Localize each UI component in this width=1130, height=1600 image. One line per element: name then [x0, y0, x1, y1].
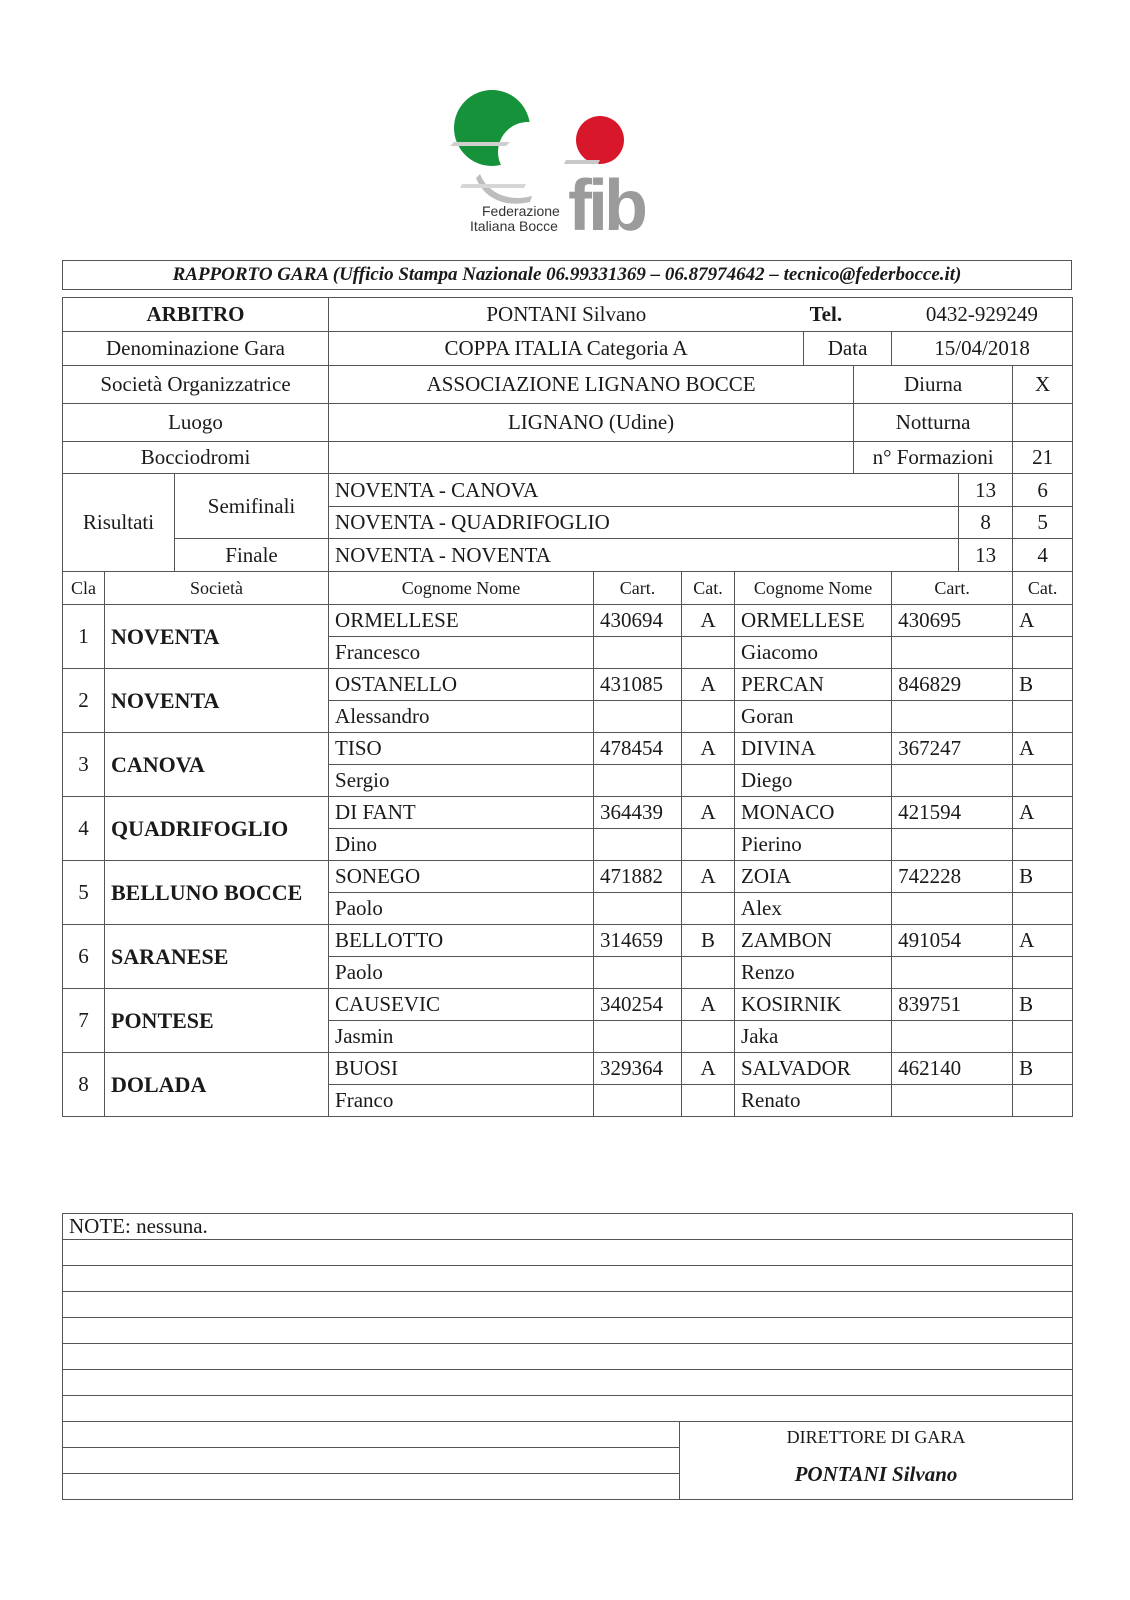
player1-card: 471882	[594, 861, 682, 893]
ranking-row	[63, 925, 1073, 957]
player1-card: 340254	[594, 989, 682, 1021]
director-box	[680, 1422, 1073, 1500]
player2-card-empty	[892, 1085, 1013, 1117]
logo-line2: Italiana Bocce	[470, 218, 558, 234]
ranking-position: 4	[63, 797, 105, 861]
ranking-row	[63, 989, 1073, 1021]
player1-surname: ORMELLESE	[329, 605, 594, 637]
tel-value: 0432-929249	[892, 298, 1073, 332]
bocciodromi-label: Bocciodromi	[63, 442, 329, 474]
ranking-header-row	[63, 572, 1073, 605]
player2-card-empty	[892, 829, 1013, 861]
player1-card: 364439	[594, 797, 682, 829]
player2-card: 421594	[892, 797, 1013, 829]
header-cart-1: Cart.	[594, 572, 682, 605]
player2-cat: A	[1013, 797, 1073, 829]
player2-cat-empty	[1013, 701, 1073, 733]
player2-surname: SALVADOR	[735, 1053, 892, 1085]
player1-card-empty	[594, 701, 682, 733]
player2-card-empty	[892, 765, 1013, 797]
player1-card-empty	[594, 1021, 682, 1053]
player1-card: 478454	[594, 733, 682, 765]
fib-logo	[440, 84, 700, 244]
player2-surname: ORMELLESE	[735, 605, 892, 637]
player2-card-empty	[892, 893, 1013, 925]
player2-surname: MONACO	[735, 797, 892, 829]
match-teams: NOVENTA - QUADRIFOGLIO	[329, 507, 959, 539]
player2-card: 846829	[892, 669, 1013, 701]
ranking-row	[63, 669, 1073, 701]
bocciodromi-row	[63, 442, 1073, 474]
arbitro-row	[63, 298, 1073, 332]
note-row	[63, 1370, 1073, 1396]
player2-name: Goran	[735, 701, 892, 733]
ranking-position: 1	[63, 605, 105, 669]
header-cla: Cla	[63, 572, 105, 605]
player1-cat: A	[682, 861, 735, 893]
match-teams: NOVENTA - CANOVA	[329, 474, 959, 507]
match-score-2: 4	[1013, 539, 1073, 572]
player2-name: Giacomo	[735, 637, 892, 669]
luogo-row	[63, 404, 1073, 442]
diurna-label: Diurna	[854, 366, 1013, 404]
player1-surname: OSTANELLO	[329, 669, 594, 701]
player1-card: 431085	[594, 669, 682, 701]
player2-cat-empty	[1013, 829, 1073, 861]
player2-cat-empty	[1013, 637, 1073, 669]
logo-red-disc	[576, 116, 624, 164]
player1-surname: BELLOTTO	[329, 925, 594, 957]
notes-table	[62, 1213, 1073, 1500]
arbitro-label: ARBITRO	[63, 298, 329, 332]
player1-card-empty	[594, 765, 682, 797]
player2-card-empty	[892, 701, 1013, 733]
player2-cat: A	[1013, 605, 1073, 637]
player1-cat-empty	[682, 765, 735, 797]
societa-label: Società Organizzatrice	[63, 366, 329, 404]
ranking-team: SARANESE	[105, 925, 329, 989]
player1-card-empty	[594, 957, 682, 989]
semifinale-row	[63, 474, 1073, 507]
player1-name: Sergio	[329, 765, 594, 797]
header-societa: Società	[105, 572, 329, 605]
player2-card: 491054	[892, 925, 1013, 957]
player2-name: Alex	[735, 893, 892, 925]
note-row	[63, 1240, 1073, 1266]
player2-cat: B	[1013, 669, 1073, 701]
player1-surname: BUOSI	[329, 1053, 594, 1085]
player1-cat: A	[682, 989, 735, 1021]
ranking-team: QUADRIFOGLIO	[105, 797, 329, 861]
report-table	[62, 297, 1073, 1117]
diurna-value: X	[1013, 366, 1073, 404]
player1-card-empty	[594, 829, 682, 861]
player2-card: 839751	[892, 989, 1013, 1021]
match-score-1: 13	[959, 474, 1013, 507]
player1-card-empty	[594, 893, 682, 925]
note-row	[63, 1318, 1073, 1344]
ranking-row	[63, 605, 1073, 637]
player2-card-empty	[892, 637, 1013, 669]
player2-card: 367247	[892, 733, 1013, 765]
player2-card: 462140	[892, 1053, 1013, 1085]
ranking-row	[63, 1053, 1073, 1085]
player2-name: Diego	[735, 765, 892, 797]
player1-cat-empty	[682, 637, 735, 669]
header-nome-1: Cognome Nome	[329, 572, 594, 605]
player1-cat-empty	[682, 829, 735, 861]
notturna-value	[1013, 404, 1073, 442]
player1-cat-empty	[682, 893, 735, 925]
report-banner: RAPPORTO GARA (Ufficio Stampa Nazionale 06.99331369 – 06.87974642 – tecnico@federbocce.it)	[62, 260, 1072, 290]
player2-cat: A	[1013, 733, 1073, 765]
player1-name: Dino	[329, 829, 594, 861]
player2-cat-empty	[1013, 1021, 1073, 1053]
finale-label: Finale	[175, 539, 329, 572]
note-row	[63, 1422, 1073, 1448]
player1-card-empty	[594, 637, 682, 669]
player1-cat: B	[682, 925, 735, 957]
note-row	[63, 1292, 1073, 1318]
match-score-2: 5	[1013, 507, 1073, 539]
ranking-team: NOVENTA	[105, 605, 329, 669]
player1-surname: DI FANT	[329, 797, 594, 829]
logo-line1: Federazione	[482, 203, 560, 219]
luogo-value: LIGNANO (Udine)	[329, 404, 854, 442]
ranking-position: 6	[63, 925, 105, 989]
header-cat-2: Cat.	[1013, 572, 1073, 605]
bocciodromi-value	[329, 442, 854, 474]
player2-cat-empty	[1013, 765, 1073, 797]
player2-name: Jaka	[735, 1021, 892, 1053]
ranking-row	[63, 733, 1073, 765]
player1-cat-empty	[682, 1021, 735, 1053]
player2-surname: PERCAN	[735, 669, 892, 701]
luogo-label: Luogo	[63, 404, 329, 442]
player2-cat-empty	[1013, 1085, 1073, 1117]
ranking-team: CANOVA	[105, 733, 329, 797]
ranking-row	[63, 797, 1073, 829]
player1-name: Paolo	[329, 893, 594, 925]
ranking-position: 5	[63, 861, 105, 925]
player1-cat-empty	[682, 957, 735, 989]
header-cat-1: Cat.	[682, 572, 735, 605]
player1-cat: A	[682, 797, 735, 829]
ranking-body	[63, 605, 1073, 1117]
player1-cat: A	[682, 605, 735, 637]
player2-surname: ZAMBON	[735, 925, 892, 957]
data-label: Data	[804, 332, 892, 366]
player2-cat: A	[1013, 925, 1073, 957]
player1-name: Jasmin	[329, 1021, 594, 1053]
ranking-position: 3	[63, 733, 105, 797]
header-nome-2: Cognome Nome	[735, 572, 892, 605]
formazioni-value: 21	[1013, 442, 1073, 474]
note-row	[63, 1344, 1073, 1370]
note-text: NOTE: nessuna.	[63, 1214, 1073, 1240]
player1-name: Francesco	[329, 637, 594, 669]
player1-cat: A	[682, 733, 735, 765]
gara-label: Denominazione Gara	[63, 332, 329, 366]
player2-cat: B	[1013, 989, 1073, 1021]
player2-card: 430695	[892, 605, 1013, 637]
ranking-team: PONTESE	[105, 989, 329, 1053]
ranking-team: NOVENTA	[105, 669, 329, 733]
player2-card-empty	[892, 957, 1013, 989]
player1-name: Paolo	[329, 957, 594, 989]
player2-cat: B	[1013, 1053, 1073, 1085]
player1-surname: TISO	[329, 733, 594, 765]
director-name: PONTANI Silvano	[794, 1462, 958, 1486]
match-score-2: 6	[1013, 474, 1073, 507]
match-score-1: 13	[959, 539, 1013, 572]
societa-value: ASSOCIAZIONE LIGNANO BOCCE	[329, 366, 854, 404]
player1-card-empty	[594, 1085, 682, 1117]
semifinali-label: Semifinali	[175, 474, 329, 539]
player1-card: 314659	[594, 925, 682, 957]
player2-surname: KOSIRNIK	[735, 989, 892, 1021]
ranking-position: 2	[63, 669, 105, 733]
logo-brand: fib	[568, 166, 644, 244]
player2-name: Renzo	[735, 957, 892, 989]
header-cart-2: Cart.	[892, 572, 1013, 605]
arbitro-value: PONTANI Silvano	[329, 298, 804, 332]
player1-card: 430694	[594, 605, 682, 637]
player2-cat-empty	[1013, 957, 1073, 989]
note-row	[63, 1266, 1073, 1292]
player2-surname: DIVINA	[735, 733, 892, 765]
director-title: DIRETTORE DI GARA	[786, 1427, 966, 1447]
player1-surname: SONEGO	[329, 861, 594, 893]
match-score-1: 8	[959, 507, 1013, 539]
player1-cat: A	[682, 669, 735, 701]
player1-cat-empty	[682, 701, 735, 733]
ranking-team: BELLUNO BOCCE	[105, 861, 329, 925]
ranking-position: 8	[63, 1053, 105, 1117]
player2-cat-empty	[1013, 893, 1073, 925]
player1-cat-empty	[682, 1085, 735, 1117]
tel-label: Tel.	[804, 298, 892, 332]
player2-card: 742228	[892, 861, 1013, 893]
note-row	[63, 1214, 1073, 1240]
note-row	[63, 1396, 1073, 1422]
player1-name: Alessandro	[329, 701, 594, 733]
finale-row	[63, 539, 1073, 572]
player1-surname: CAUSEVIC	[329, 989, 594, 1021]
player2-card-empty	[892, 1021, 1013, 1053]
player2-name: Pierino	[735, 829, 892, 861]
data-value: 15/04/2018	[892, 332, 1073, 366]
formazioni-label: n° Formazioni	[854, 442, 1013, 474]
player1-card: 329364	[594, 1053, 682, 1085]
player1-name: Franco	[329, 1085, 594, 1117]
risultati-label: Risultati	[63, 474, 175, 572]
ranking-position: 7	[63, 989, 105, 1053]
player2-surname: ZOIA	[735, 861, 892, 893]
player2-cat: B	[1013, 861, 1073, 893]
notturna-label: Notturna	[854, 404, 1013, 442]
societa-row	[63, 366, 1073, 404]
ranking-row	[63, 861, 1073, 893]
gara-value: COPPA ITALIA Categoria A	[329, 332, 804, 366]
match-teams: NOVENTA - NOVENTA	[329, 539, 959, 572]
player1-cat: A	[682, 1053, 735, 1085]
ranking-team: DOLADA	[105, 1053, 329, 1117]
gara-row	[63, 332, 1073, 366]
player2-name: Renato	[735, 1085, 892, 1117]
